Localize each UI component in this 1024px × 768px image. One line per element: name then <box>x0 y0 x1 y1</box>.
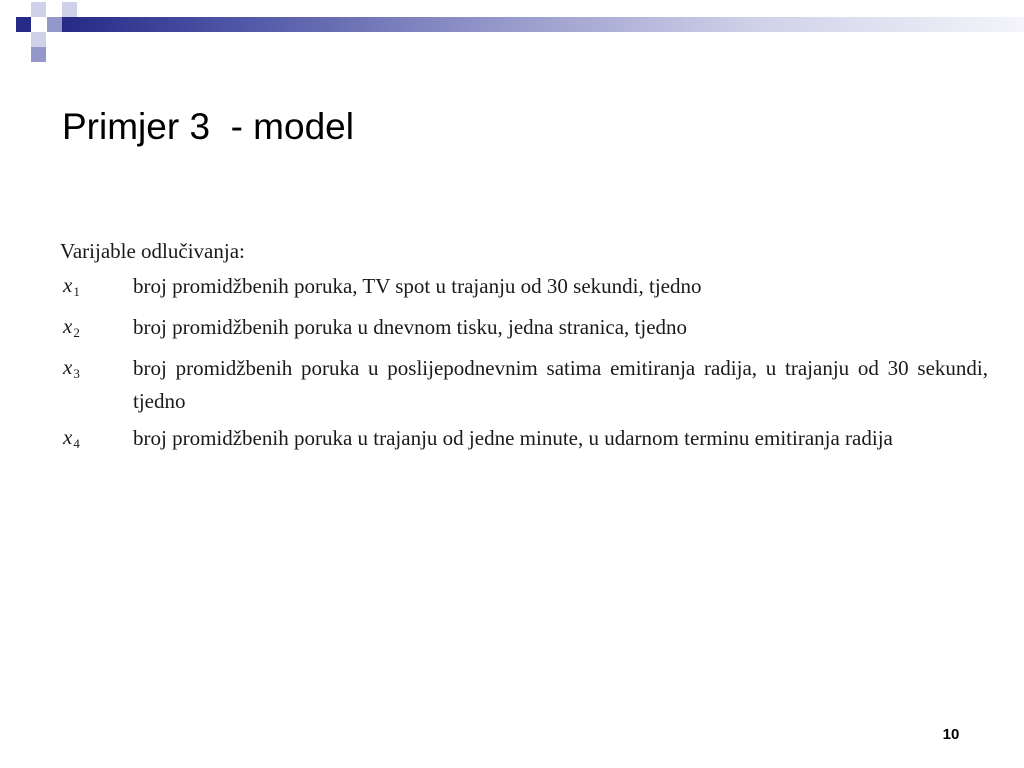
header-gradient-bar <box>62 17 1024 32</box>
page-number: 10 <box>942 726 960 743</box>
variable-subscript: 2 <box>73 325 80 340</box>
header-decoration <box>0 0 1024 64</box>
variable-symbol: $x_4$ <box>63 425 80 451</box>
variable-subscript: 1 <box>73 284 80 299</box>
header-square-light <box>62 2 77 17</box>
variable-row <box>60 422 988 459</box>
section-heading: Varijable odlučivanja: <box>60 239 245 263</box>
variable-symbol: $x_2$ <box>63 314 80 340</box>
slide-title: Primjer 3 - model <box>62 106 354 147</box>
variable-subscript: 3 <box>73 366 80 381</box>
variable-description: broj promidžbenih poruka u poslijepodnevnim satima emitiranja radija, u trajanju od 30 sekundi, tjedno <box>133 356 988 413</box>
variable-description: broj promidžbenih poruka u trajanju od jedne minute, u udarnom terminu emitiranja radija <box>133 426 893 450</box>
variable-description: broj promidžbenih poruka u dnevnom tisku, jedna stranica, tjedno <box>133 315 688 339</box>
header-square-light <box>31 32 46 47</box>
header-square-dark <box>16 17 31 32</box>
header-square-mid <box>31 47 46 62</box>
variable-symbol: $x_3$ <box>63 355 80 381</box>
variable-row <box>60 352 988 418</box>
variable-subscript: 4 <box>73 436 80 451</box>
slide-content <box>60 236 988 463</box>
variable-row <box>60 270 988 307</box>
header-square-mid <box>47 17 62 32</box>
variable-description: broj promidžbenih poruka, TV spot u trajanju od 30 sekundi, tjedno <box>133 274 702 298</box>
variable-row <box>60 311 988 348</box>
variable-symbol: $x_1$ <box>63 273 80 299</box>
header-square-light <box>31 2 46 17</box>
